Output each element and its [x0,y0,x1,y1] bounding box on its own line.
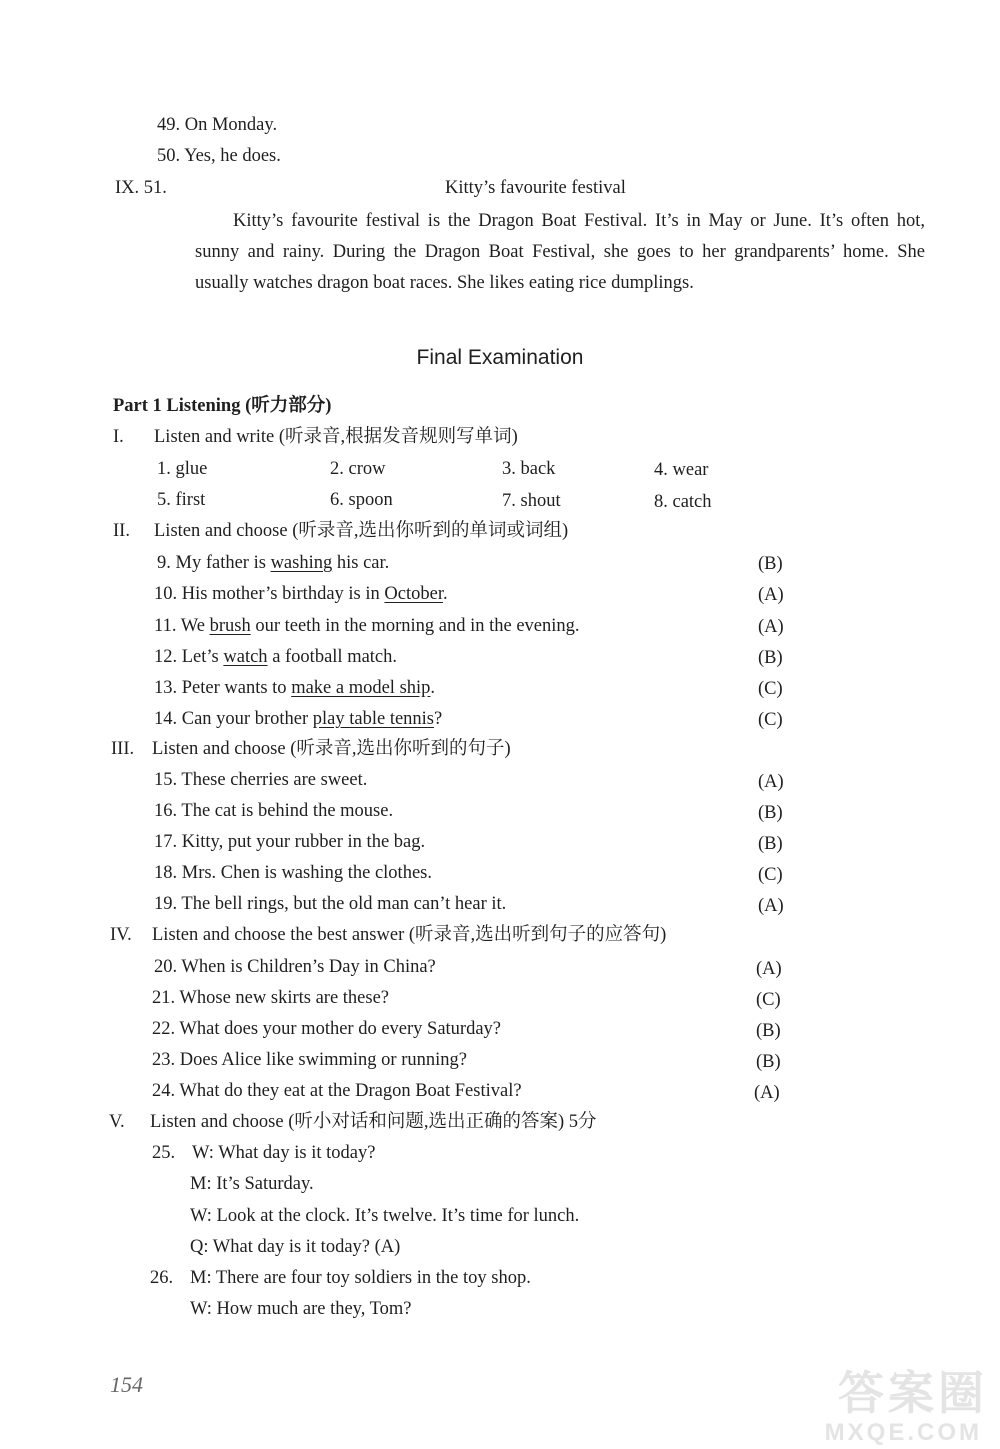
word-number: 1. [157,459,171,479]
answer-choice: (C) [758,865,783,885]
page-number: 154 [110,1372,143,1397]
answer-choice: (B) [758,648,783,668]
word-item [502,489,561,513]
answer-number: 50. [157,146,181,166]
question-text: What do they eat at the Dragon Boat Festival? [179,1081,522,1101]
answer-choice: (B) [756,1021,781,1041]
question-12 [154,645,397,669]
question-text: The cat is behind the mouse. [181,801,394,821]
word-answer: shout [520,491,561,511]
dialogue-line: W: What day is it today? [192,1143,376,1163]
dialogue-line: W: Look at the clock. It’s twelve. It’s time for lunch. [190,1206,580,1226]
question-number: 18. [154,863,178,883]
underlined-key: brush [209,616,251,636]
word-item [654,458,708,482]
underlined-key: play table tennis [312,709,435,729]
answer-text: On Monday. [184,115,278,135]
question-number: 9. [157,553,171,573]
question-text: Mrs. Chen is washing the clothes. [181,863,432,883]
question-number: 12. [154,647,178,667]
question-text: We [180,616,210,636]
watermark-text: 答案圈 [838,1367,988,1419]
answer-choice: (A) [758,585,784,605]
answer-choice: (B) [756,1052,781,1072]
answer-choice: (C) [758,679,783,699]
question-26-number: 26. [150,1268,174,1288]
word-number: 6. [330,490,344,510]
section-iv-instruction: Listen and choose the best answer (听录音,选出听到句子的应答句) [152,925,667,945]
question-text: The bell rings, but the old man can’t hear it. [181,894,507,914]
word-answer: back [520,459,556,479]
question-18 [154,861,432,885]
question-number: 14. [154,709,178,729]
section-iv-roman: IV. [110,925,132,945]
question-text: his car. [332,553,390,573]
word-answer: catch [672,492,712,512]
section-v-instruction: Listen and choose (听小对话和问题,选出正确的答案) 5分 [150,1112,597,1132]
dialogue-line: Q: What day is it today? (A) [190,1237,401,1257]
question-number: 10. [154,584,178,604]
question-text: Let’s [181,647,224,667]
question-17 [154,830,425,854]
question-text: . [430,678,436,698]
question-14 [154,707,442,731]
word-answer: wear [672,460,709,480]
word-item [157,457,207,481]
section-ix-label [115,176,167,200]
answer-choice: (B) [758,554,783,574]
question-number: 51. [143,178,167,198]
question-text: What does your mother do every Saturday? [179,1019,502,1039]
question-number: 21. [152,988,176,1008]
word-item [157,488,205,512]
answer-choice: (A) [754,1083,780,1103]
essay-body: Kitty’s favourite festival is the Dragon Boat Festival. It’s in May or June. It’s often hot, sunny and rainy. During the Dragon Boat Festival, she goes to her grandparents’ home. She usually watches dragon boat races. She likes eating rice dumplings. [195,211,925,293]
question-text: ? [434,709,443,729]
section-v-roman: V. [109,1112,125,1132]
question-25-number: 25. [152,1143,176,1163]
answer-choice: (C) [756,990,781,1010]
word-number: 5. [157,490,171,510]
question-number: 22. [152,1019,176,1039]
question-text: Kitty, put your rubber in the bag. [181,832,426,852]
word-answer: spoon [348,490,393,510]
question-text: a football match. [267,647,398,667]
question-20 [154,955,436,979]
question-number: 19. [154,894,178,914]
question-number: 23. [152,1050,176,1070]
question-text: Does Alice like swimming or running? [179,1050,467,1070]
underlined-key: make a model ship [291,678,431,698]
underlined-key: washing [270,553,333,573]
word-item [502,457,555,481]
question-number: 16. [154,801,178,821]
answer-choice: (A) [758,617,784,637]
word-number: 4. [654,460,668,480]
word-answer: crow [348,459,386,479]
answer-choice: (B) [758,834,783,854]
question-number: 15. [154,770,178,790]
word-item [654,490,712,514]
section-iii-roman: III. [111,739,135,759]
question-number: 17. [154,832,178,852]
underlined-key: watch [223,647,268,667]
question-text: When is Children’s Day in China? [181,957,436,977]
answer-text: Yes, he does. [184,146,281,166]
question-15 [154,768,367,792]
question-24 [152,1079,522,1103]
question-text: These cherries are sweet. [181,770,368,790]
answer-50 [157,144,281,168]
answer-choice: (A) [758,772,784,792]
dialogue-line: M: There are four toy soldiers in the toy shop. [190,1268,531,1288]
question-9 [157,551,389,575]
question-19 [154,892,506,916]
word-answer: first [175,490,206,510]
question-text: our teeth in the morning and in the evening. [250,616,580,636]
question-text: My father is [175,553,271,573]
question-16 [154,799,393,823]
answer-choice: (A) [758,896,784,916]
watermark-logo [798,1357,988,1447]
answer-choice: (B) [758,803,783,823]
dialogue-line: W: How much are they, Tom? [190,1299,412,1319]
question-11 [154,614,580,638]
word-number: 8. [654,492,668,512]
answer-choice: (A) [756,959,782,979]
word-number: 3. [502,459,516,479]
question-text: Can your brother [181,709,313,729]
section-iii-instruction: Listen and choose (听录音,选出你听到的句子) [152,739,511,759]
watermark-url: MXQE.COM [824,1419,982,1446]
question-22 [152,1017,501,1041]
section-roman: IX. [115,178,140,198]
question-10 [154,582,448,606]
section-i-roman: I. [113,427,124,447]
question-text: . [442,584,448,604]
question-text: Whose new skirts are these? [179,988,390,1008]
question-23 [152,1048,467,1072]
question-13 [154,676,435,700]
word-item [330,457,385,481]
question-number: 20. [154,957,178,977]
question-number: 13. [154,678,178,698]
answer-49 [157,113,277,137]
section-ii-instruction: Listen and choose (听录音,选出你听到的单词或词组) [154,521,569,541]
dialogue-line: M: It’s Saturday. [190,1174,314,1194]
section-i-instruction: Listen and write (听录音,根据发音规则写单词) [154,427,518,447]
word-number: 2. [330,459,344,479]
word-item [330,488,393,512]
word-answer: glue [175,459,208,479]
question-number: 11. [154,616,177,636]
part1-label: Part 1 Listening (听力部分) [113,396,332,416]
answer-choice: (C) [758,710,783,730]
exam-title: Final Examination [416,346,584,369]
question-text: Peter wants to [181,678,292,698]
essay-title: Kitty’s favourite festival [445,178,626,198]
word-number: 7. [502,491,516,511]
answer-number: 49. [157,115,181,135]
question-number: 24. [152,1081,176,1101]
question-text: His mother’s birthday is in [181,584,385,604]
section-ii-roman: II. [113,521,130,541]
underlined-key: October [384,584,443,604]
question-21 [152,986,389,1010]
